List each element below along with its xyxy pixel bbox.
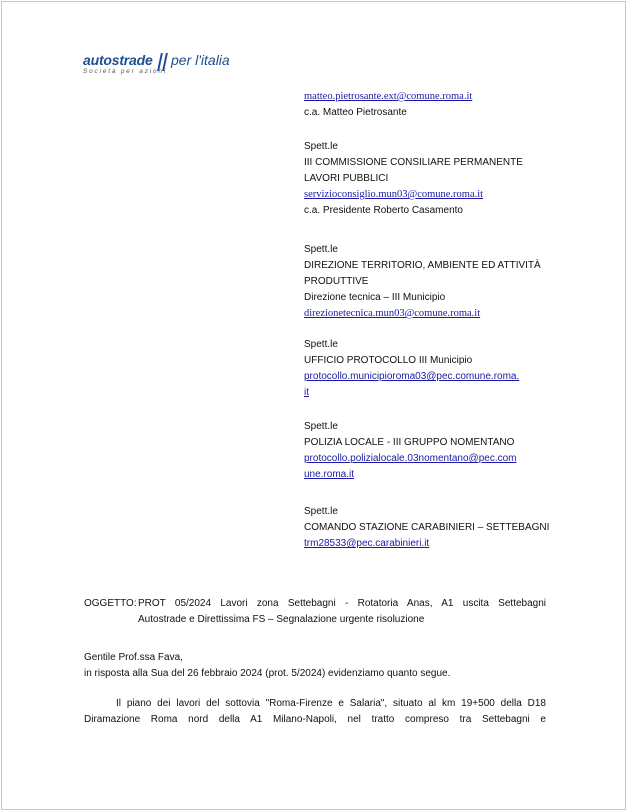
email-link[interactable]: protocollo.municipioroma03@pec.comune.roma. [304,371,520,382]
email-link[interactable]: trm28533@pec.carabinieri.it [304,538,430,549]
recipient-block [304,337,544,401]
subject-text [138,596,546,628]
logo-tagline: Società per azioni [83,68,168,75]
recipient-line: PRODUTTIVE [304,276,369,287]
recipient-block [304,242,544,322]
email-link[interactable]: direzionetecnica.mun03@comune.roma.it [304,308,481,319]
subject-line: Autostrade e Direttissima FS – Segnalazione urgente risoluzione [138,614,425,625]
subject-label: OGGETTO: [84,598,137,609]
logo-suffix: per l'italia [171,52,230,68]
email-link-continued[interactable]: it [304,387,309,398]
attention-line: c.a. Matteo Pietrosante [304,107,407,118]
email-link[interactable]: matteo.pietrosante.ext@comune.roma.it [304,91,473,102]
recipient-line: Direzione tecnica – III Municipio [304,292,446,303]
recipient-line: Spett.le [304,244,338,255]
email-link-continued[interactable]: une.roma.it [304,469,355,480]
recipient-line: Spett.le [304,421,338,432]
recipient-block [304,89,544,121]
recipient-block [304,504,550,552]
recipient-line: POLIZIA LOCALE - III GRUPPO NOMENTANO [304,437,515,448]
recipient-block [304,139,544,219]
body-paragraph-line: Diramazione Roma nord della A1 Milano-Napoli, nel tratto compreso tra Settebagni e [84,714,546,725]
email-link[interactable]: servizioconsiglio.mun03@comune.roma.it [304,189,484,200]
salutation: Gentile Prof.ssa Fava, [84,652,183,663]
document-page [1,1,626,810]
recipient-line: Spett.le [304,506,338,517]
body-paragraph-line: Il piano dei lavori del sottovia "Roma-Firenze e Salaria", situato al km 19+500 della D18 [116,698,546,709]
logo-brand: autostrade [83,52,153,68]
recipient-line: Spett.le [304,141,338,152]
recipient-line: DIREZIONE TERRITORIO, AMBIENTE ED ATTIVITÀ [304,260,541,271]
attention-line: c.a. Presidente Roberto Casamento [304,205,463,216]
subject-line: PROT 05/2024 Lavori zona Settebagni - Rotatoria Anas, A1 uscita Settebagni [138,598,546,609]
company-logo [83,52,233,78]
recipient-line: Spett.le [304,339,338,350]
reply-line: in risposta alla Sua del 26 febbraio 2024 (prot. 5/2024) evidenziamo quanto segue. [84,668,451,679]
recipient-line: LAVORI PUBBLICI [304,173,389,184]
recipient-line: III COMMISSIONE CONSILIARE PERMANENTE [304,157,523,168]
recipient-line: UFFICIO PROTOCOLLO III Municipio [304,355,473,366]
recipient-block [304,419,544,483]
recipient-line: COMANDO STAZIONE CARABINIERI – SETTEBAGNI [304,522,550,533]
email-link[interactable]: protocollo.polizialocale.03nomentano@pec.com [304,453,517,464]
